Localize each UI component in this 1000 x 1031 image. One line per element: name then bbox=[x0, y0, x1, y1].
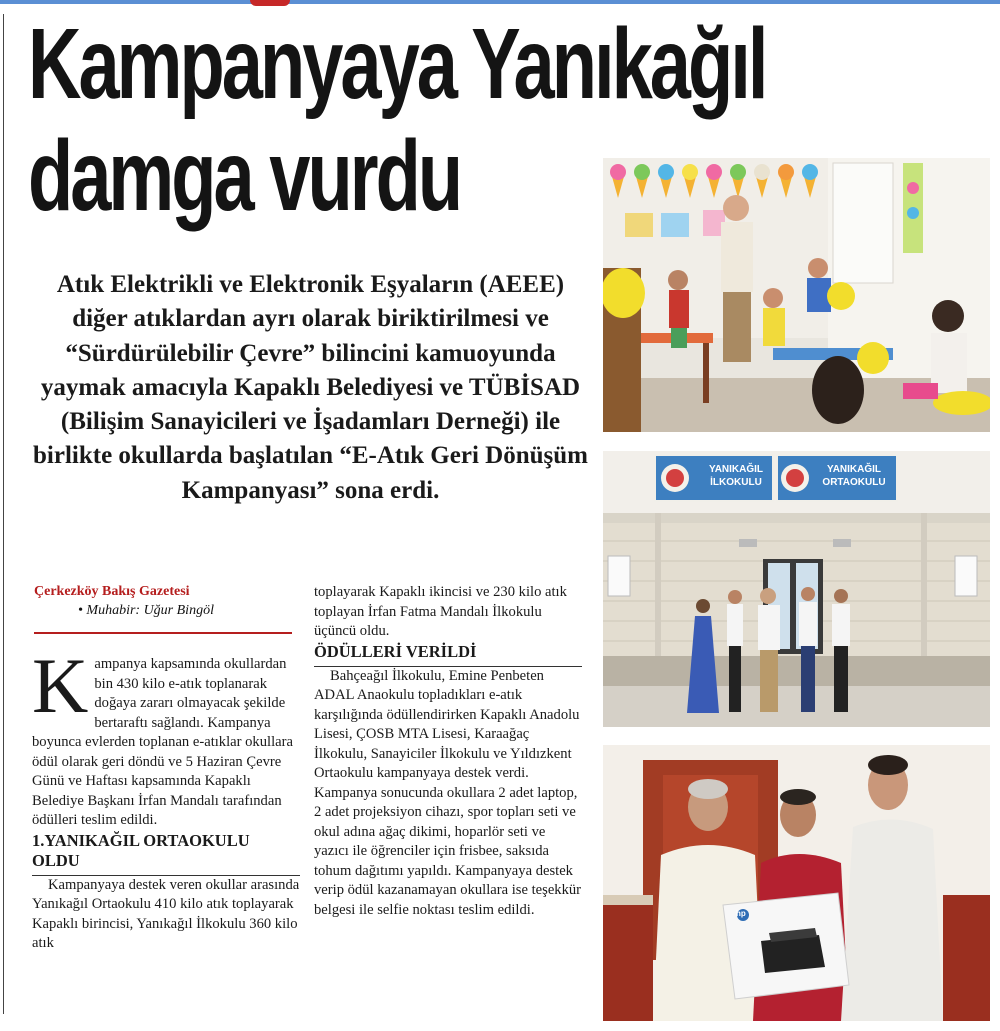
subheading-1: 1.YANIKAĞIL ORTAOKULU OLDU bbox=[32, 831, 300, 876]
headline-line-2: damga vurdu bbox=[28, 120, 461, 232]
article-column-2 bbox=[314, 583, 582, 920]
printer-box-brand: hp bbox=[736, 909, 746, 918]
sign-ilkokulu-label: YANIKAĞIL İLKOKULU bbox=[708, 464, 764, 488]
sign-ortaokulu-label: YANIKAĞIL ORTAOKULU bbox=[822, 464, 886, 488]
byline-divider bbox=[34, 632, 292, 634]
photo-award-printer bbox=[603, 745, 990, 1021]
child-yellow-shirt bbox=[763, 288, 785, 346]
girl-right bbox=[931, 300, 967, 393]
child-blue-shirt bbox=[807, 258, 831, 312]
headline-line-1: Kampanyaya Yanıkağıl bbox=[28, 8, 766, 120]
article-paragraph-2: Kampanyaya destek veren okullar arasında Yanıkağıl Ortaokulu 410 kilo atık toplayarak Kapaklı birincisi, Yanıkağıl İlkokulu 360 kilo atık bbox=[32, 876, 300, 951]
drop-cap: K bbox=[32, 642, 89, 729]
subheading-2: ÖDÜLLERİ VERİLDİ bbox=[314, 642, 582, 667]
byline bbox=[34, 582, 294, 620]
top-bar-logo-notch bbox=[250, 0, 290, 6]
left-column-rule bbox=[3, 14, 4, 1014]
photo-classroom bbox=[603, 158, 990, 432]
article-column-1 bbox=[32, 642, 300, 954]
article-paragraph-4: Bahçeağıl İlkokulu, Emine Penbeten ADAL Anaokulu topladıkları e-atık karşılığında ödüllendirirken Kapaklı Anadolu Lisesi, ÇOSB MTA Lisesi, Karaağaç İlkokulu, Sanayiciler İlkokulu ve Yıldızkent Ortaokulu kampanyaya destek verdi. Kampanya sonucunda okullara 2 adet laptop, 2 adet projeksiyon cihazı, spor topları seti ve okul adına ağaç dikimi, hoparlör seti ve yazıcı ile öğrenciler için frisbee, saksıda tohum dağıtımı yapıldı. Kampanyaya destek verip ödül kazanamayan okullara ise teşekkür belgesi ile selfie noktası teslim edildi. bbox=[314, 667, 582, 918]
child-red-shirt bbox=[668, 270, 689, 348]
photo-school-entrance bbox=[603, 451, 990, 727]
top-color-bar bbox=[0, 0, 1000, 4]
article-paragraph-1 bbox=[32, 642, 300, 831]
article-paragraph-1-text: ampanya kapsamında okullardan bin 430 kilo e-atık toplanarak doğaya zararı olmayacak şekilde bertaraftı sağlandı. Kampanya boyunca evlerden toplanan e-atıklar okullara ödül olarak geri döndü ve 5 Haziran Çevre Günü ve Haftası kapsamında Kapaklı Belediye Başkanı İrfan Mandalı tarafından ödülleri teslim edildi. bbox=[32, 656, 293, 828]
article-paragraph-3: toplayarak Kapaklı ikincisi ve 230 kilo atık toplayan İrfan Fatma Mandalı İlkokulu üçüncü oldu. bbox=[314, 584, 567, 639]
lead-paragraph: Atık Elektrikli ve Elektronik Eşyaların (AEEE) diğer atıklardan ayrı olarak biriktirilmesi ve “Sürdürülebilir Çevre” bilincini kamuoyunda yaymak amacıyla Kapaklı Belediyesi ve TÜBİSAD (Bilişim Sanayicileri ve İşadamları Derneği) ile birlikte okullarda başlatılan “E-Atık Geri Dönüşüm Kampanyası” sona erdi. bbox=[33, 271, 588, 504]
byline-reporter: • Muhabir: Uğur Bingöl bbox=[78, 603, 214, 618]
byline-source: Çerkezköy Bakış Gazetesi bbox=[34, 584, 190, 599]
ice-cream-garland bbox=[610, 164, 818, 198]
